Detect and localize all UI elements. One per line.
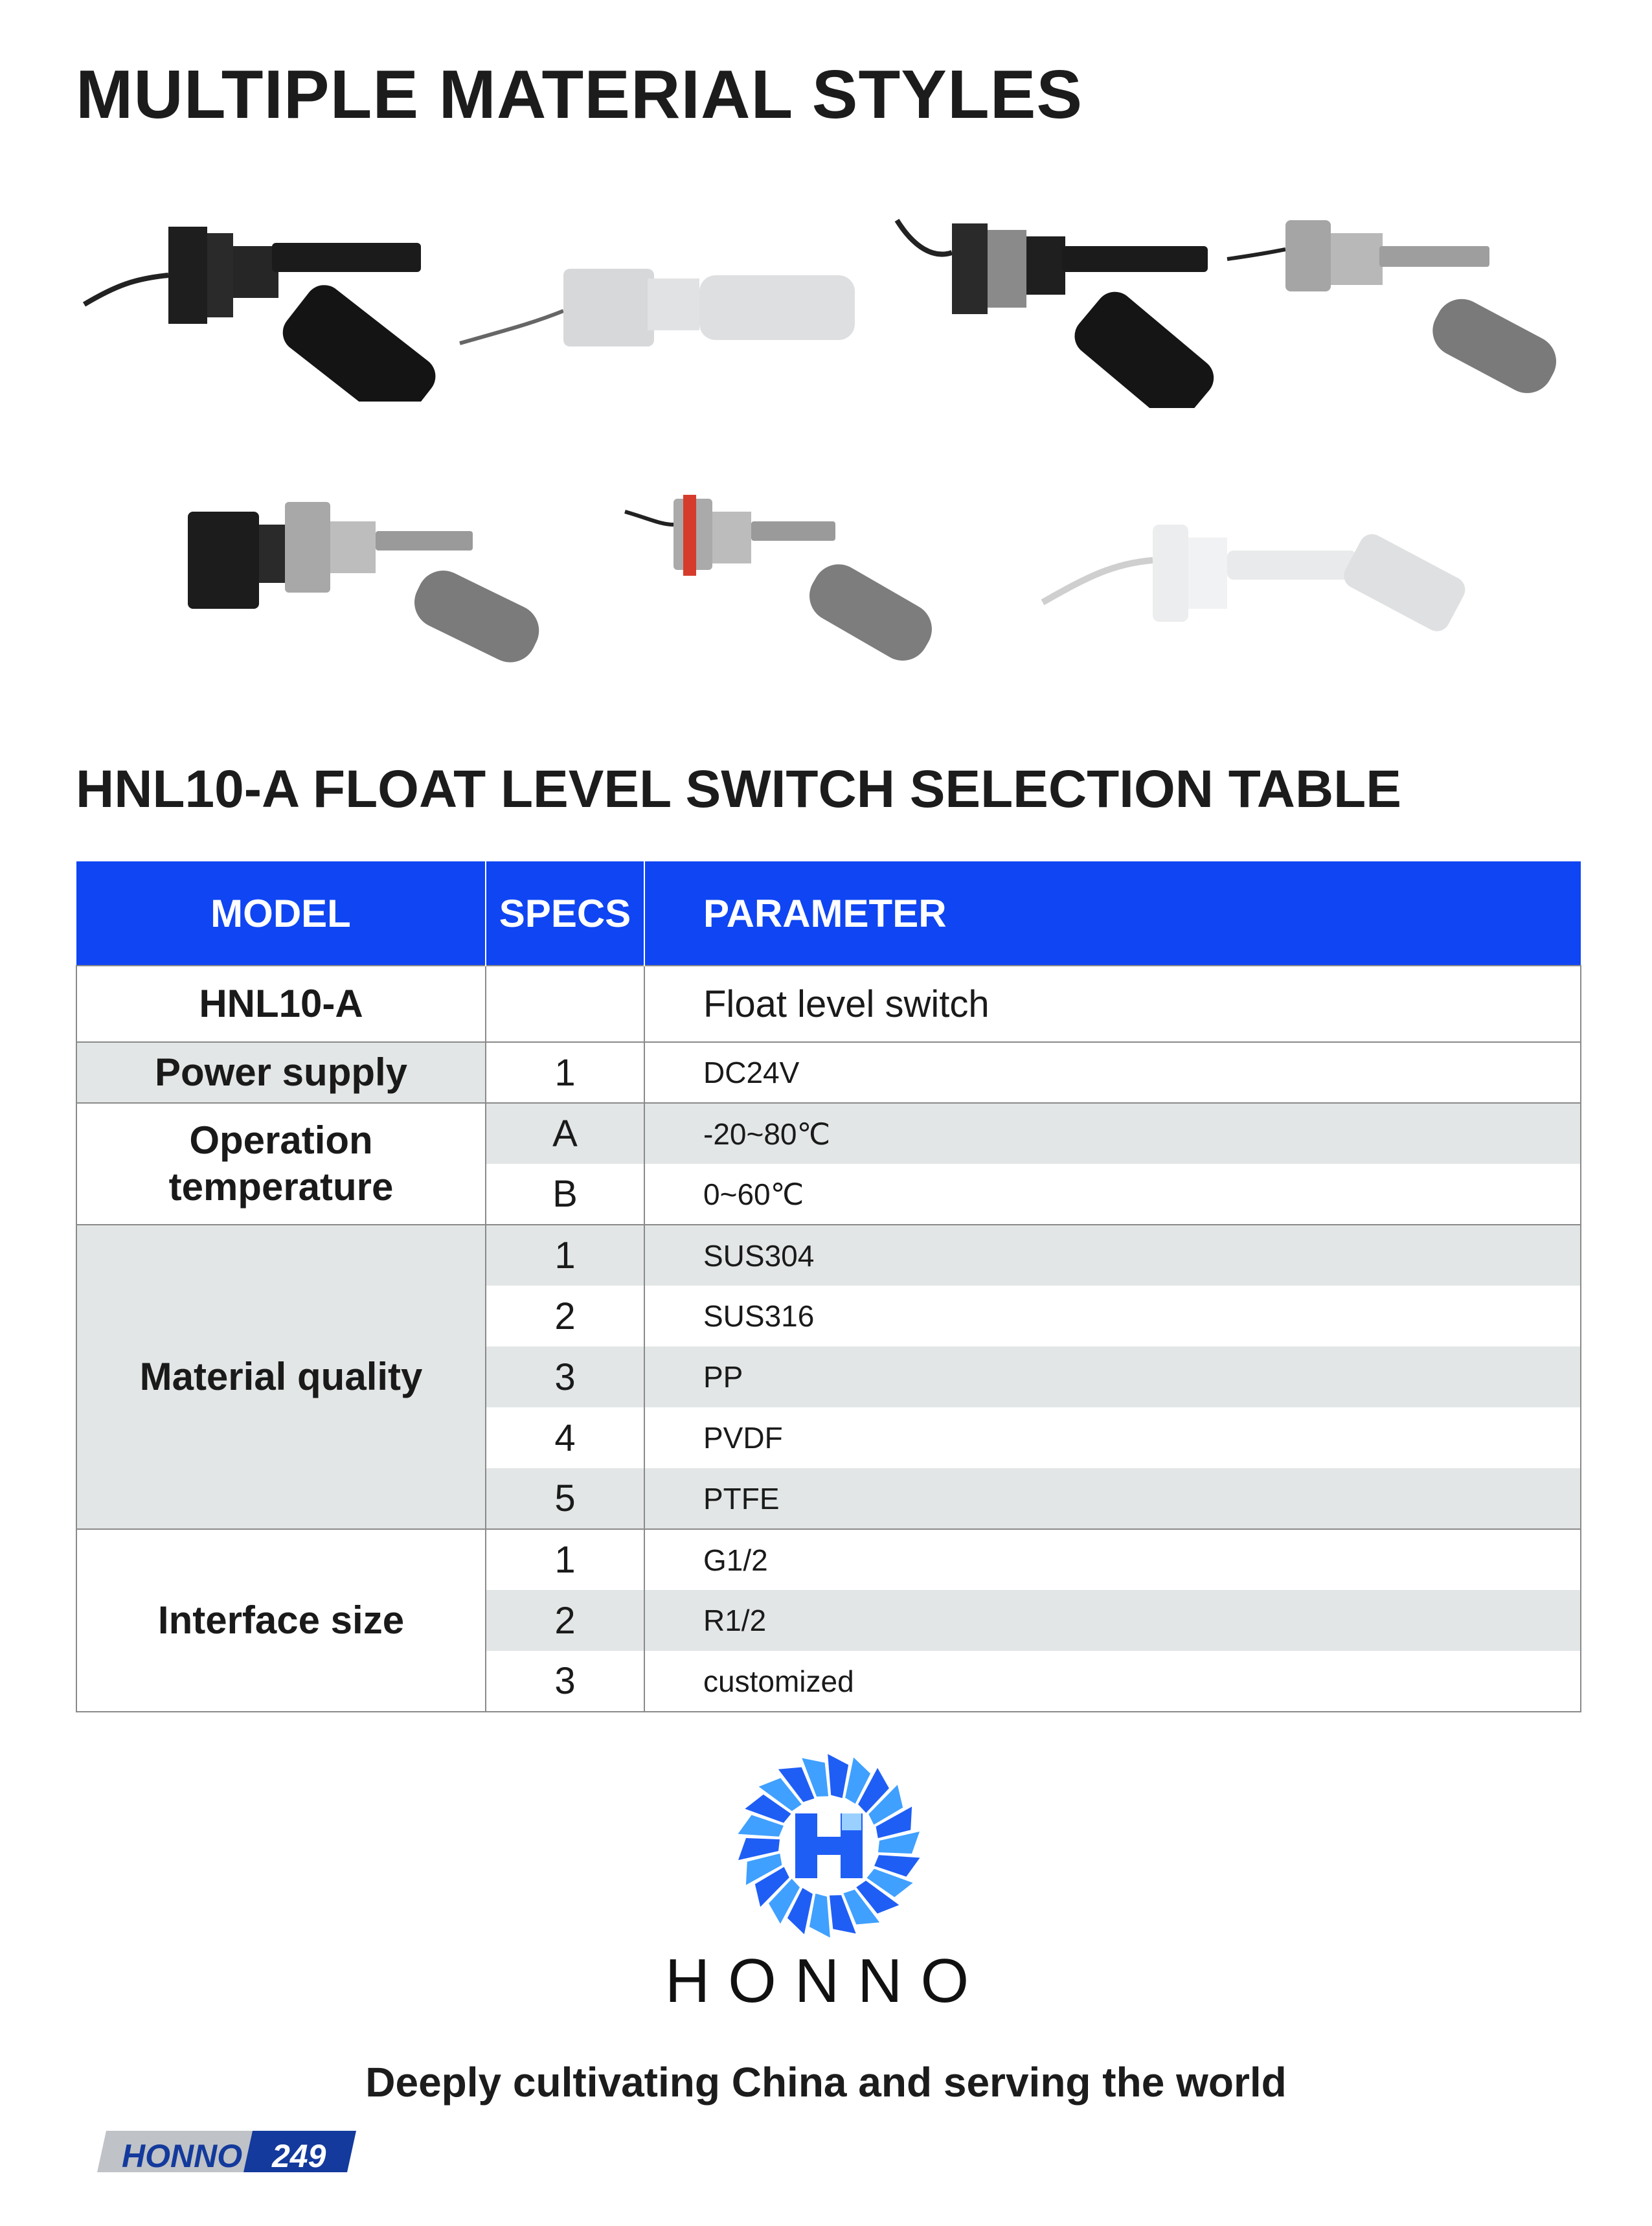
table-row <box>76 1529 1581 1590</box>
product-ptfe <box>1036 505 1477 635</box>
spec-cell: 4 <box>486 1407 644 1468</box>
spec-cell: 2 <box>486 1590 644 1651</box>
spec-cell: 1 <box>486 1225 644 1286</box>
spec-cell: B <box>486 1164 644 1225</box>
float-switch-steel-icon <box>1224 207 1574 402</box>
brand-name: HONNO <box>664 1946 988 2016</box>
spec-cell <box>486 966 644 1042</box>
parameter-cell: customized <box>644 1651 1581 1712</box>
material-label: Material quality <box>76 1225 486 1529</box>
power-label: Power supply <box>76 1042 486 1103</box>
spec-cell: 3 <box>486 1651 644 1712</box>
table-header-row <box>76 861 1581 966</box>
float-switch-red-seal-icon <box>622 479 958 661</box>
product-steel <box>1224 207 1574 402</box>
footer-brand: HONNO <box>122 2138 243 2174</box>
parameter-cell: PP <box>644 1346 1581 1407</box>
table-row <box>76 1042 1581 1103</box>
temperature-label: Operation temperature <box>76 1103 486 1225</box>
header-parameter: PARAMETER <box>644 861 1581 966</box>
spec-cell: 2 <box>486 1286 644 1346</box>
parameter-cell: DC24V <box>644 1042 1581 1103</box>
float-switch-connector-icon <box>181 486 544 667</box>
float-switch-black-icon <box>78 207 440 402</box>
parameter-cell: Float level switch <box>644 966 1581 1042</box>
spec-cell: 1 <box>486 1042 644 1103</box>
product-connector <box>181 486 544 667</box>
parameter-cell: 0~60℃ <box>644 1164 1581 1225</box>
page-title: MULTIPLE MATERIAL STYLES <box>76 56 1083 133</box>
table-title: HNL10-A FLOAT LEVEL SWITCH SELECTION TABLE <box>76 760 1401 819</box>
parameter-cell: -20~80℃ <box>644 1103 1581 1164</box>
float-switch-ptfe-icon <box>1036 505 1477 635</box>
honno-logo-icon <box>732 1749 926 1943</box>
table-row <box>76 1103 1581 1164</box>
parameter-cell: PTFE <box>644 1468 1581 1529</box>
float-switch-black-metal-icon <box>894 201 1230 408</box>
float-switch-white-icon <box>453 246 868 376</box>
slogan: Deeply cultivating China and serving the world <box>365 2059 1287 2106</box>
table-row <box>76 966 1581 1042</box>
brand-logo <box>732 1749 926 1946</box>
product-black-metal <box>894 201 1230 408</box>
spec-cell: 1 <box>486 1529 644 1590</box>
selection-table <box>76 861 1581 1712</box>
spec-cell: 5 <box>486 1468 644 1529</box>
model-cell: HNL10-A <box>76 966 486 1042</box>
parameter-cell: SUS316 <box>644 1286 1581 1346</box>
parameter-cell: SUS304 <box>644 1225 1581 1286</box>
product-black-plastic <box>78 207 440 402</box>
parameter-cell: R1/2 <box>644 1590 1581 1651</box>
page-number: 249 <box>272 2138 326 2174</box>
product-red-seal <box>622 479 958 661</box>
header-model: MODEL <box>76 861 486 966</box>
spec-cell: 3 <box>486 1346 644 1407</box>
interface-label: Interface size <box>76 1529 486 1712</box>
table-row <box>76 1225 1581 1286</box>
parameter-cell: PVDF <box>644 1407 1581 1468</box>
spec-cell: A <box>486 1103 644 1164</box>
product-white-plastic <box>453 246 868 376</box>
header-specs: SPECS <box>486 861 644 966</box>
parameter-cell: G1/2 <box>644 1529 1581 1590</box>
